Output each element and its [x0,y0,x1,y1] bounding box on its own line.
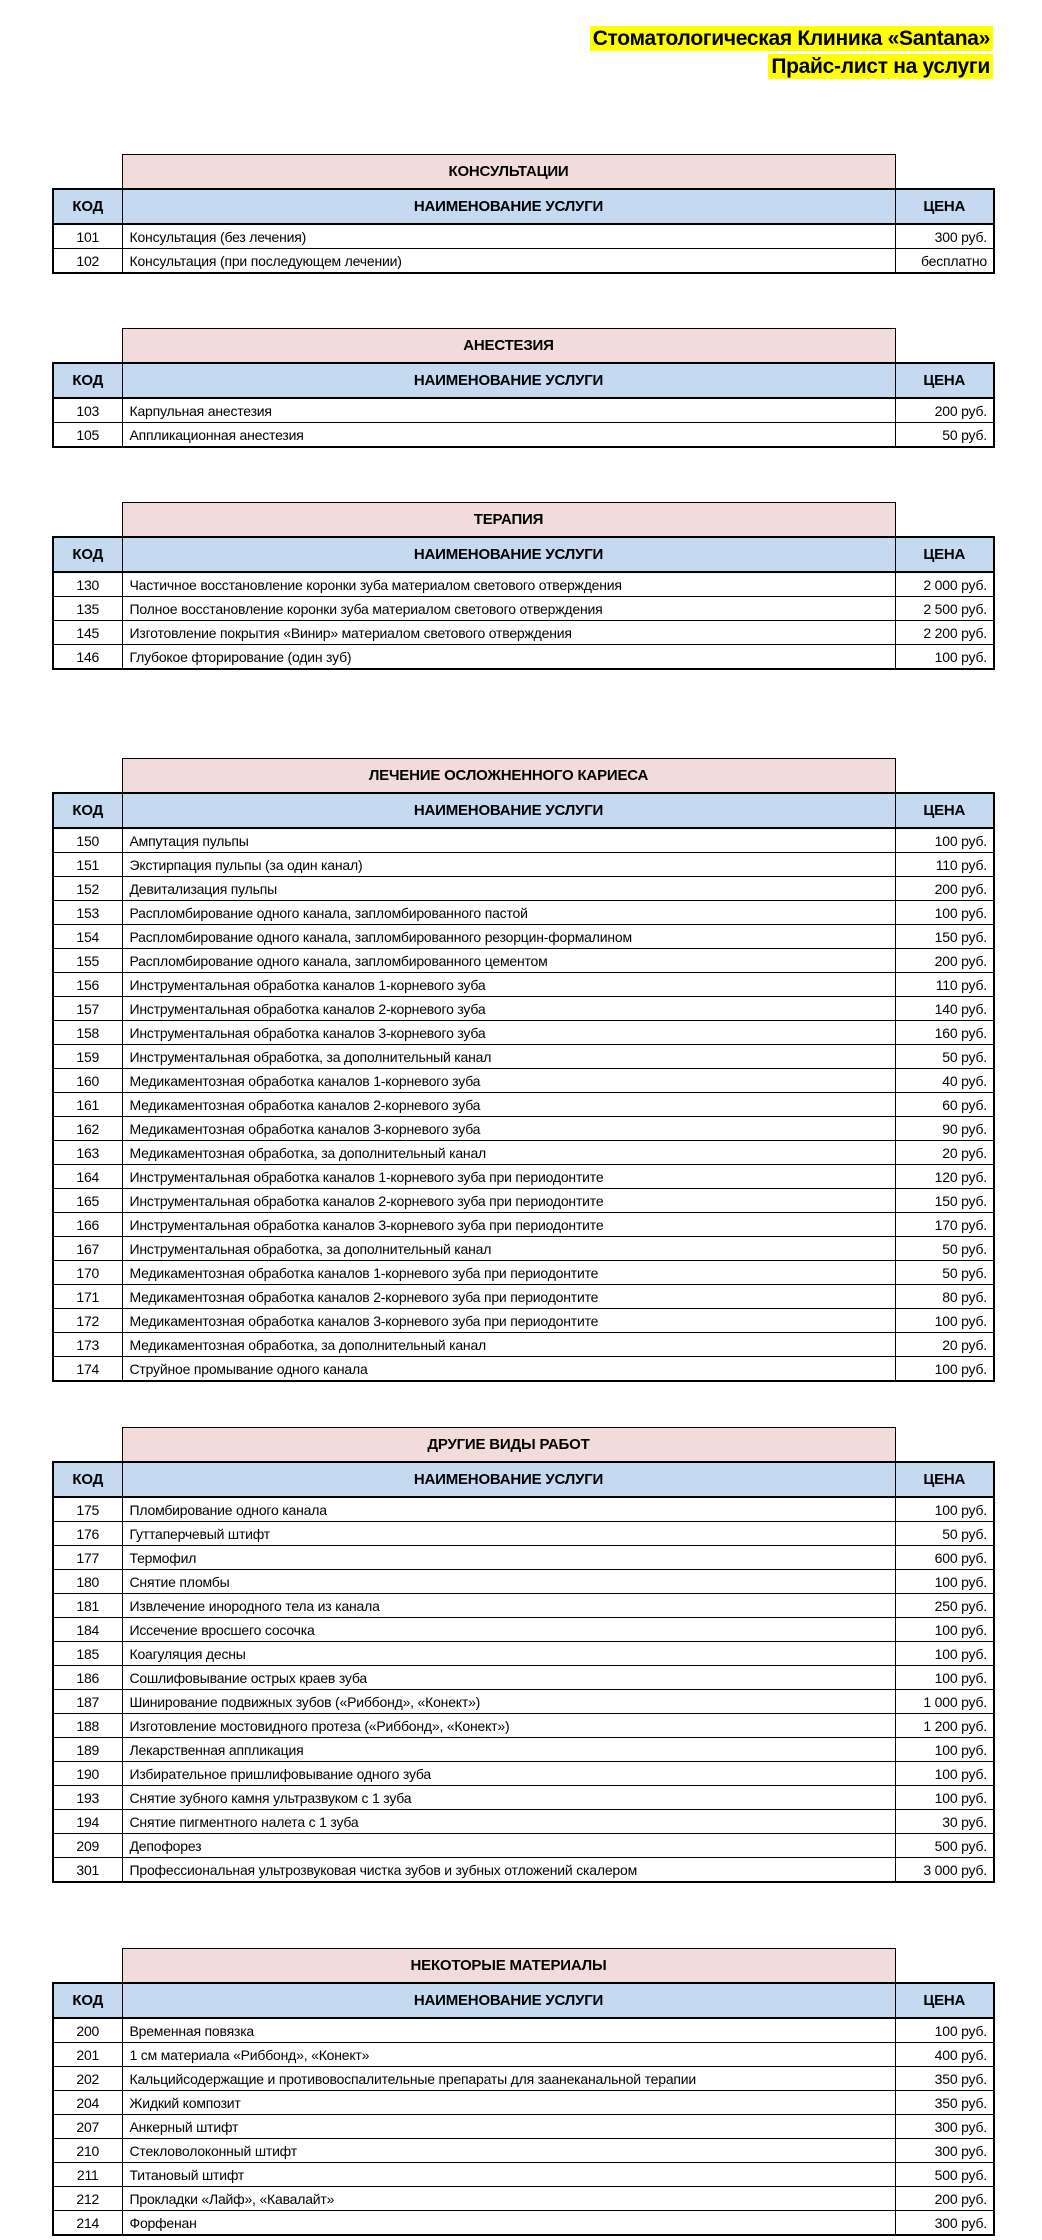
service-name-cell: Медикаментозная обработка каналов 1-корневого зуба при периодонтите [122,1261,895,1285]
code-cell: 201 [53,2043,122,2067]
table-row [53,925,994,949]
col-header-code: КОД [53,1462,122,1497]
table-row [53,1642,994,1666]
service-name-cell: Кальцийсодержащие и противовоспалительные препараты для заанеканальной терапии [122,2067,895,2091]
table-row [53,2163,994,2187]
table-row [53,1570,994,1594]
service-name-cell: Термофил [122,1546,895,1570]
price-cell: 50 руб. [895,423,994,448]
table-row [53,2067,994,2091]
price-cell: 120 руб. [895,1165,994,1189]
code-cell: 202 [53,2067,122,2091]
code-cell: 209 [53,1834,122,1858]
band-spacer-right [895,1428,994,1463]
price-cell: 2 200 руб. [895,621,994,645]
price-table [52,758,995,1382]
service-name-cell: Полное восстановление коронки зуба материалом светового отверждения [122,597,895,621]
service-name-cell: Изготовление мостовидного протеза («Риббонд», «Конект») [122,1714,895,1738]
code-cell: 163 [53,1141,122,1165]
price-cell: 3 000 руб. [895,1858,994,1883]
section-title: ДРУГИЕ ВИДЫ РАБОТ [122,1428,895,1463]
table-row [53,1834,994,1858]
service-name-cell: Медикаментозная обработка каналов 1-корневого зуба [122,1069,895,1093]
service-name-cell: Снятие пломбы [122,1570,895,1594]
col-header-price: ЦЕНА [895,363,994,398]
code-cell: 190 [53,1762,122,1786]
code-cell: 189 [53,1738,122,1762]
price-cell: 80 руб. [895,1285,994,1309]
code-cell: 175 [53,1497,122,1522]
band-spacer-right [895,155,994,190]
table-header-row [53,793,994,828]
section-band-row [53,759,994,794]
table-row [53,1213,994,1237]
table-body [53,828,994,1381]
service-name-cell: Лекарственная аппликация [122,1738,895,1762]
code-cell: 152 [53,877,122,901]
service-name-cell: Медикаментозная обработка, за дополнительный канал [122,1333,895,1357]
table-body [53,398,994,447]
table-row [53,1522,994,1546]
price-cell: 1 200 руб. [895,1714,994,1738]
table-row [53,1858,994,1883]
table-row [53,949,994,973]
service-name-cell: Аппликационная анестезия [122,423,895,448]
table-row [53,1810,994,1834]
price-cell: бесплатно [895,249,994,274]
band-spacer-right [895,329,994,364]
price-section [52,154,1042,274]
service-name-cell: Медикаментозная обработка, за дополнительный канал [122,1141,895,1165]
price-cell: 50 руб. [895,1045,994,1069]
code-cell: 207 [53,2115,122,2139]
table-row [53,1045,994,1069]
price-cell: 90 руб. [895,1117,994,1141]
code-cell: 165 [53,1189,122,1213]
service-name-cell: Распломбирование одного канала, запломбированного резорцин-формалином [122,925,895,949]
table-header-row [53,363,994,398]
code-cell: 171 [53,1285,122,1309]
table-body [53,1497,994,1882]
price-cell: 200 руб. [895,877,994,901]
band-spacer-left [53,329,122,364]
table-row [53,973,994,997]
col-header-code: КОД [53,537,122,572]
table-row [53,1285,994,1309]
title-highlight-1: Стоматологическая Клиника «Santana» [590,26,993,51]
code-cell: 194 [53,1810,122,1834]
service-name-cell: Инструментальная обработка каналов 3-корневого зуба [122,1021,895,1045]
table-row [53,2115,994,2139]
code-cell: 102 [53,249,122,274]
code-cell: 177 [53,1546,122,1570]
code-cell: 204 [53,2091,122,2115]
col-header-name: НАИМЕНОВАНИЕ УСЛУГИ [122,537,895,572]
price-cell: 30 руб. [895,1810,994,1834]
service-name-cell: Шинирование подвижных зубов («Риббонд», «Конект») [122,1690,895,1714]
section-band-row [53,1949,994,1984]
table-row [53,1117,994,1141]
price-cell: 50 руб. [895,1237,994,1261]
service-name-cell: Распломбирование одного канала, запломбированного цементом [122,949,895,973]
code-cell: 174 [53,1357,122,1382]
col-header-price: ЦЕНА [895,1462,994,1497]
price-sections [0,154,1042,2236]
code-cell: 153 [53,901,122,925]
code-cell: 150 [53,828,122,853]
price-cell: 20 руб. [895,1141,994,1165]
code-cell: 301 [53,1858,122,1883]
price-cell: 150 руб. [895,1189,994,1213]
table-row [53,645,994,670]
service-name-cell: Инструментальная обработка, за дополнительный канал [122,1045,895,1069]
service-name-cell: Инструментальная обработка каналов 1-корневого зуба при периодонтите [122,1165,895,1189]
code-cell: 210 [53,2139,122,2163]
table-row [53,1738,994,1762]
table-row [53,2091,994,2115]
service-name-cell: Анкерный штифт [122,2115,895,2139]
price-cell: 150 руб. [895,925,994,949]
table-row [53,853,994,877]
code-cell: 162 [53,1117,122,1141]
table-header-row [53,1983,994,2018]
section-band-row [53,1428,994,1463]
price-cell: 350 руб. [895,2091,994,2115]
price-table [52,328,995,448]
price-table [52,154,995,274]
code-cell: 160 [53,1069,122,1093]
service-name-cell: Инструментальная обработка каналов 2-корневого зуба при периодонтите [122,1189,895,1213]
price-table [52,502,995,670]
band-spacer-left [53,1428,122,1463]
code-cell: 173 [53,1333,122,1357]
code-cell: 155 [53,949,122,973]
code-cell: 180 [53,1570,122,1594]
price-section [52,502,1042,670]
price-cell: 160 руб. [895,1021,994,1045]
price-cell: 100 руб. [895,1618,994,1642]
code-cell: 187 [53,1690,122,1714]
service-name-cell: Частичное восстановление коронки зуба материалом светового отверждения [122,572,895,597]
price-cell: 40 руб. [895,1069,994,1093]
band-spacer-left [53,759,122,794]
price-cell: 60 руб. [895,1093,994,1117]
table-row [53,1594,994,1618]
service-name-cell: 1 см материала «Риббонд», «Конект» [122,2043,895,2067]
service-name-cell: Струйное промывание одного канала [122,1357,895,1382]
price-cell: 100 руб. [895,1642,994,1666]
table-row [53,1165,994,1189]
table-row [53,1261,994,1285]
code-cell: 101 [53,224,122,249]
price-cell: 350 руб. [895,2067,994,2091]
table-header-row [53,537,994,572]
table-row [53,877,994,901]
price-section [52,1948,1042,2236]
price-cell: 100 руб. [895,1570,994,1594]
service-name-cell: Медикаментозная обработка каналов 3-корневого зуба при периодонтите [122,1309,895,1333]
service-name-cell: Коагуляция десны [122,1642,895,1666]
service-name-cell: Прокладки «Лайф», «Кавалайт» [122,2187,895,2211]
page-title [0,26,993,82]
service-name-cell: Форфенан [122,2211,895,2236]
service-name-cell: Депофорез [122,1834,895,1858]
table-header-row [53,189,994,224]
code-cell: 193 [53,1786,122,1810]
price-cell: 200 руб. [895,949,994,973]
price-section [52,1427,1042,1883]
price-cell: 2 500 руб. [895,597,994,621]
col-header-code: КОД [53,1983,122,2018]
code-cell: 200 [53,2018,122,2043]
section-title: ЛЕЧЕНИЕ ОСЛОЖНЕННОГО КАРИЕСА [122,759,895,794]
table-row [53,423,994,448]
service-name-cell: Ампутация пульпы [122,828,895,853]
code-cell: 103 [53,398,122,423]
table-row [53,2043,994,2067]
service-name-cell: Девитализация пульпы [122,877,895,901]
code-cell: 211 [53,2163,122,2187]
service-name-cell: Профессиональная ультрозвуковая чистка зубов и зубных отложений скалером [122,1858,895,1883]
service-name-cell: Пломбирование одного канала [122,1497,895,1522]
price-cell: 250 руб. [895,1594,994,1618]
table-row [53,621,994,645]
section-band-row [53,503,994,538]
service-name-cell: Титановый штифт [122,2163,895,2187]
code-cell: 154 [53,925,122,949]
code-cell: 176 [53,1522,122,1546]
col-header-name: НАИМЕНОВАНИЕ УСЛУГИ [122,1983,895,2018]
table-row [53,224,994,249]
code-cell: 158 [53,1021,122,1045]
page-title-line1 [0,26,993,54]
table-row [53,1333,994,1357]
service-name-cell: Инструментальная обработка каналов 2-корневого зуба [122,997,895,1021]
code-cell: 212 [53,2187,122,2211]
table-row [53,1021,994,1045]
code-cell: 145 [53,621,122,645]
col-header-code: КОД [53,363,122,398]
col-header-name: НАИМЕНОВАНИЕ УСЛУГИ [122,1462,895,1497]
price-cell: 300 руб. [895,2115,994,2139]
service-name-cell: Сошлифовывание острых краев зуба [122,1666,895,1690]
price-table [52,1427,995,1883]
price-cell: 100 руб. [895,1786,994,1810]
section-title: ТЕРАПИЯ [122,503,895,538]
price-cell: 400 руб. [895,2043,994,2067]
service-name-cell: Временная повязка [122,2018,895,2043]
band-spacer-left [53,503,122,538]
table-body [53,572,994,669]
price-cell: 500 руб. [895,1834,994,1858]
col-header-name: НАИМЕНОВАНИЕ УСЛУГИ [122,793,895,828]
code-cell: 151 [53,853,122,877]
service-name-cell: Извлечение инородного тела из канала [122,1594,895,1618]
code-cell: 188 [53,1714,122,1738]
price-cell: 1 000 руб. [895,1690,994,1714]
service-name-cell: Медикаментозная обработка каналов 3-корневого зуба [122,1117,895,1141]
service-name-cell: Распломбирование одного канала, запломбированного пастой [122,901,895,925]
table-row [53,1141,994,1165]
service-name-cell: Консультация (при последующем лечении) [122,249,895,274]
table-row [53,997,994,1021]
code-cell: 161 [53,1093,122,1117]
service-name-cell: Гуттаперчевый штифт [122,1522,895,1546]
section-title: НЕКОТОРЫЕ МАТЕРИАЛЫ [122,1949,895,1984]
price-cell: 100 руб. [895,828,994,853]
service-name-cell: Избирательное пришлифовывание одного зуба [122,1762,895,1786]
col-header-name: НАИМЕНОВАНИЕ УСЛУГИ [122,189,895,224]
code-cell: 170 [53,1261,122,1285]
price-cell: 100 руб. [895,1666,994,1690]
col-header-code: КОД [53,793,122,828]
price-cell: 100 руб. [895,1497,994,1522]
table-row [53,901,994,925]
section-title: АНЕСТЕЗИЯ [122,329,895,364]
price-cell: 300 руб. [895,2211,994,2236]
table-row [53,2211,994,2236]
service-name-cell: Стекловолоконный штифт [122,2139,895,2163]
price-cell: 300 руб. [895,2139,994,2163]
table-row [53,1762,994,1786]
code-cell: 185 [53,1642,122,1666]
price-cell: 20 руб. [895,1333,994,1357]
section-band-row [53,329,994,364]
price-cell: 600 руб. [895,1546,994,1570]
col-header-price: ЦЕНА [895,793,994,828]
table-row [53,1309,994,1333]
service-name-cell: Глубокое фторирование (один зуб) [122,645,895,670]
price-cell: 170 руб. [895,1213,994,1237]
service-name-cell: Инструментальная обработка каналов 1-корневого зуба [122,973,895,997]
table-row [53,597,994,621]
band-spacer-right [895,759,994,794]
service-name-cell: Иссечение вросшего сосочка [122,1618,895,1642]
price-cell: 100 руб. [895,2018,994,2043]
price-cell: 100 руб. [895,1357,994,1382]
table-row [53,1069,994,1093]
table-header-row [53,1462,994,1497]
table-row [53,1237,994,1261]
service-name-cell: Медикаментозная обработка каналов 2-корневого зуба при периодонтите [122,1285,895,1309]
table-row [53,1786,994,1810]
table-row [53,249,994,274]
price-cell: 110 руб. [895,853,994,877]
service-name-cell: Медикаментозная обработка каналов 2-корневого зуба [122,1093,895,1117]
code-cell: 146 [53,645,122,670]
table-body [53,2018,994,2235]
service-name-cell: Карпульная анестезия [122,398,895,423]
price-cell: 50 руб. [895,1522,994,1546]
code-cell: 184 [53,1618,122,1642]
price-section [52,328,1042,448]
price-cell: 100 руб. [895,1762,994,1786]
code-cell: 181 [53,1594,122,1618]
band-spacer-left [53,1949,122,1984]
code-cell: 186 [53,1666,122,1690]
price-cell: 140 руб. [895,997,994,1021]
band-spacer-right [895,503,994,538]
col-header-name: НАИМЕНОВАНИЕ УСЛУГИ [122,363,895,398]
price-cell: 300 руб. [895,224,994,249]
band-spacer-left [53,155,122,190]
price-cell: 100 руб. [895,1738,994,1762]
code-cell: 214 [53,2211,122,2236]
price-cell: 500 руб. [895,2163,994,2187]
code-cell: 135 [53,597,122,621]
table-row [53,1189,994,1213]
table-body [53,224,994,273]
code-cell: 166 [53,1213,122,1237]
table-row [53,1618,994,1642]
table-row [53,1357,994,1382]
title-highlight-2: Прайс-лист на услуги [768,54,993,79]
code-cell: 172 [53,1309,122,1333]
code-cell: 157 [53,997,122,1021]
band-spacer-right [895,1949,994,1984]
price-cell: 2 000 руб. [895,572,994,597]
col-header-price: ЦЕНА [895,189,994,224]
code-cell: 164 [53,1165,122,1189]
price-cell: 100 руб. [895,1309,994,1333]
table-row [53,1093,994,1117]
service-name-cell: Инструментальная обработка, за дополнительный канал [122,1237,895,1261]
table-row [53,828,994,853]
price-table [52,1948,995,2236]
table-row [53,1497,994,1522]
table-row [53,2187,994,2211]
price-cell: 200 руб. [895,2187,994,2211]
service-name-cell: Снятие пигментного налета с 1 зуба [122,1810,895,1834]
table-row [53,1666,994,1690]
service-name-cell: Инструментальная обработка каналов 3-корневого зуба при периодонтите [122,1213,895,1237]
price-cell: 100 руб. [895,645,994,670]
code-cell: 130 [53,572,122,597]
code-cell: 105 [53,423,122,448]
col-header-price: ЦЕНА [895,537,994,572]
price-cell: 100 руб. [895,901,994,925]
price-cell: 110 руб. [895,973,994,997]
table-row [53,1546,994,1570]
table-row [53,2139,994,2163]
code-cell: 159 [53,1045,122,1069]
code-cell: 167 [53,1237,122,1261]
col-header-code: КОД [53,189,122,224]
section-band-row [53,155,994,190]
service-name-cell: Консультация (без лечения) [122,224,895,249]
table-row [53,572,994,597]
table-row [53,398,994,423]
service-name-cell: Жидкий композит [122,2091,895,2115]
price-cell: 200 руб. [895,398,994,423]
table-row [53,1690,994,1714]
code-cell: 156 [53,973,122,997]
price-cell: 50 руб. [895,1261,994,1285]
service-name-cell: Снятие зубного камня ультразвуком с 1 зуба [122,1786,895,1810]
section-title: КОНСУЛЬТАЦИИ [122,155,895,190]
service-name-cell: Экстирпация пульпы (за один канал) [122,853,895,877]
price-section [52,758,1042,1382]
col-header-price: ЦЕНА [895,1983,994,2018]
page-title-line2 [0,54,993,82]
service-name-cell: Изготовление покрытия «Винир» материалом светового отверждения [122,621,895,645]
table-row [53,1714,994,1738]
table-row [53,2018,994,2043]
